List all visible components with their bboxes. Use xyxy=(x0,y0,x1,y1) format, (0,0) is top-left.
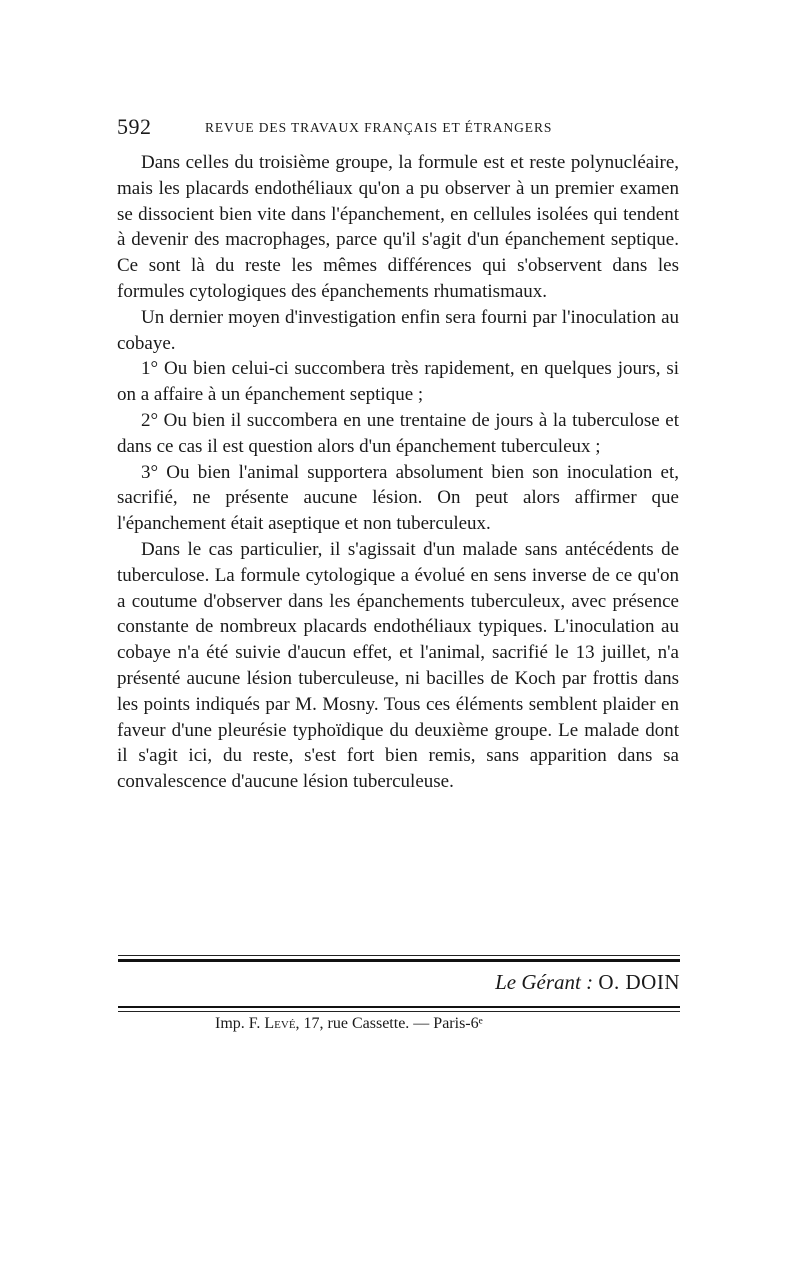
page-header xyxy=(117,114,677,144)
paragraph-third-group: Dans celles du troisième groupe, la formule est et reste polynucléaire, mais les placards endothéliaux qu'on a pu observer à un premier examen se dissocient bien vite dans l'épanchement, en cellules isolées qui tendent à devenir des macrophages, parce qu'il s'agit d'un épanchement septique. Ce sont là du reste les mêmes différences qui s'observent dans les formules cytologiques des épanchements rhumatismaux. xyxy=(117,152,679,302)
article-body xyxy=(117,150,679,795)
page-number: 592 xyxy=(117,114,152,139)
signature-role: Le Gérant : xyxy=(495,970,594,994)
paragraph-inoculation-intro: Un dernier moyen d'investigation enfin sera fourni par l'inoculation au cobaye. xyxy=(117,306,679,354)
imprint-prefix: Imp. F. xyxy=(215,1015,261,1032)
rule-thin-line xyxy=(118,1011,680,1012)
printer-imprint xyxy=(215,1015,483,1033)
imprint-printer: Levé xyxy=(264,1015,296,1032)
paragraph-case-3: 3° Ou bien l'animal supportera absolument bien son inoculation et, sacrifié, ne présente aucune lésion. On peut alors affirmer que l'épanchement était aseptique et non tuberculeux. xyxy=(117,461,679,535)
paragraph-case-1: 1° Ou bien celui-ci succombera très rapidement, en quelques jours, si on a affaire à un épanchement septique ; xyxy=(117,358,679,406)
double-rule-bottom xyxy=(118,1006,680,1012)
signature-name: O. DOIN xyxy=(598,970,680,994)
paragraph-case-2: 2° Ou bien il succombera en une trentaine de jours à la tuberculose et dans ce cas il est question alors d'un épanchement tuberculeux ; xyxy=(117,409,679,457)
rule-thick-line xyxy=(118,959,680,962)
rule-thick-line xyxy=(118,1006,680,1008)
imprint-address: , 17, rue Cassette. — Paris-6ᵉ xyxy=(295,1015,483,1032)
running-title: REVUE DES TRAVAUX FRANÇAIS ET ÉTRANGERS xyxy=(205,120,553,135)
paragraph-particular-case: Dans le cas particulier, il s'agissait d'un malade sans antécédents de tuberculose. La formule cytologique a évolué en sens inverse de ce qu'on a coutume d'observer dans les épanchements tuberculeux, avec présence constante de nombreux placards endothéliaux typiques. L'inoculation au cobaye n'a été suivie d'aucun effet, et l'animal, sacrifié le 13 juillet, n'a présenté aucune lésion tuberculeuse, ni bacilles de Koch par frottis dans les points indiqués par M. Mosny. Tous ces éléments semblent plaider en faveur d'une pleurésie typhoïdique du deuxième groupe. Le malade dont il s'agit ici, du reste, s'est fort bien remis, sans apparition dans sa convalescence d'aucune lésion tuberculeuse. xyxy=(117,538,679,793)
signature-line xyxy=(495,970,680,995)
rule-thin-line xyxy=(118,955,680,956)
double-rule-top xyxy=(118,955,680,962)
